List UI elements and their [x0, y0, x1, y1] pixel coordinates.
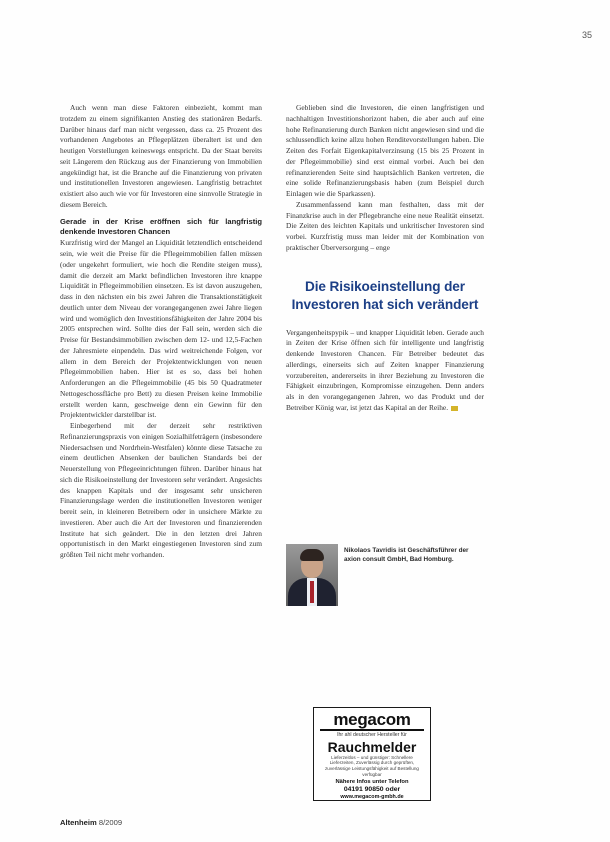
ad-tagline: Ihr ahl deutscher Hersteller für: [337, 732, 407, 738]
page-number: 35: [581, 30, 592, 40]
footer-issue: 8/2009: [98, 818, 123, 827]
ad-contact-label: Nähere Infos unter Telefon: [335, 779, 409, 786]
body-paragraph: [286, 328, 484, 414]
author-caption: Nikolaos Tavridis ist Geschäftsführer der axion consult GmbH, Bad Homburg.: [344, 547, 469, 563]
right-column: [286, 103, 484, 414]
footer-publication: Altenheim: [60, 818, 97, 827]
ad-divider: [320, 729, 424, 731]
body-paragraph: Einbegerhend mit der derzeit sehr restriktiven Refinanzierungspraxis von einigen Sozialhilfeträgern (insbesondere Niedersachsen und Nordrhein-Westfalen) könnte diese Tatsache zu einem deutlichen Absenken der baulichen Standards bei der Neuerstellung von Pflegeeinrichtungen führen. Darüber hinaus hat sich die Risikoeinstellung der Investoren sehr verändert. Angesichts des knappen Kapitals und der insgesamt sehr unsicheren Finanzierungslage werden die institutionellen Investoren weniger bereit sein, in kleineren Betreibern oder in unsichere Märkte zu investieren. Aber auch die Art der Investoren und finanzierenden Institute hat sich geändert. Die in den letzten drei Jahren opportunistisch in den Markt eingestiegenen Investoren sind zum größten Teil nicht mehr vorhanden.: [60, 421, 262, 560]
body-paragraph: Auch wenn man diese Faktoren einbezieht, kommt man trotzdem zu einem signifikanten Anstieg des stationären Bedarfs. Darüber hinaus darf man nicht vergessen, dass ca. 25 Prozent des vorhandenen Angebotes an Pflegeplätzen überaltert ist und den heutigen Vorstellungen keineswegs entspricht. Da der Staat bereits seit Längerem den Rückzug aus der Finanzierung von Immobilien angekündigt hat, ist die Branche auf die Finanzierung von privaten und institutionellen Investoren angewiesen. Langfristig betrachtet existiert also auch wie vor für Investoren eine sinnvolle Strategie in diesem Bereich.: [60, 103, 262, 209]
advertisement[interactable]: [313, 707, 431, 801]
body-paragraph: Geblieben sind die Investoren, die einen langfristigen und nachhaltigen Investitionshorizont haben, die aber auch auf eine hohe Refinanzierung durch Banken nicht angewiesen sind und die schlussendlich keine allzu hohen Renditevorstellungen haben. Die Zeiten des Forfait Eigenkapitalverzinsung (15 bis 25 Prozent in der Pflegeimmobilie) sind erst einmal vorbei. Auch bei den refinanzierenden Seite sind hauptsächlich Banken vertreten, die eine solide Refinanzierungsbasis haben (zum Beispiel durch Einlagen wie die Sparkassen).: [286, 103, 484, 198]
ad-product: Rauchmelder: [327, 738, 417, 755]
author-photo: [286, 544, 338, 606]
article-end-icon: [451, 406, 458, 411]
left-column: [60, 103, 262, 561]
body-paragraph: Kurzfristig wird der Mangel an Liquidität letztendlich entscheidend sein, wie weit die Preise für die Pflegeimmobilien fallen müssen (oder ungekehrt formuliert, wie hoch die Rendite steigen muss), damit die derzeit am Markt befindlichen Investoren ihre knappe Liquidität in Pflegeimmobilien einsetzen. Es ist davon auszugehen, dass in den nächsten ein bis zwei Jahren die Transaktionstätigkeit deutlich unter dem Niveau der vorangegangenen zwei Jahre liegen wird und womöglich den Investitionsfähigkeiten der Jahre 2004 bis 2005 entsprechen wird. Sollte dies der Fall sein, werden sich die Preise für Bestandsimmobilien zwischen dem 12- und 12,5-Fachen der Jahresmiete einpendeln. Das wird weitreichende Folgen, vor allem in dem Bereich der Projektentwicklungen von neuen Pflegeimmobilien haben. Hier ist es so, dass bei hohen Anforderungen an die Pflegeimmobilie (45 bis 50 Quadratmeter Nettogeschossfläche pro Bett) zu diesen Preisen keine Immobilie erstellt werden kann, geschweige denn ein Gewinn für den Projektentwickler darstellbar ist.: [60, 238, 262, 420]
ad-brand-logo: megacom: [333, 710, 411, 729]
ad-phone[interactable]: 04191 90850 oder: [343, 785, 401, 793]
pull-quote: Die Risikoeinstellung der Investoren hat sich verändert: [291, 278, 479, 312]
section-subheading: Gerade in der Krise eröffnen sich für langfristig denkende Investoren Chancen: [60, 216, 262, 236]
ad-website-link[interactable]: www.megacom-gmbh.de: [340, 793, 404, 800]
ad-description: Lieferzeitlos – und günstiger: Schnellere Lieferzeiten, Zuverlässig durch geprüften, zuverlässige Leistungsfähigkeit auf Bestellung verfügbar: [325, 754, 419, 778]
page-footer: [60, 818, 122, 827]
body-paragraph-text: Vergangenheitspypik – und knapper Liquidität leben. Gerade auch in Zeiten der Krise öffnen sich für intelligente und langfristig denkende Investoren Chancen. Für Betreiber bedeutet das allerdings, einerseits sich auf Zeiten knapper Finanzierung vorzubereiten, andererseits in ihrer Beziehung zu Investoren die Fähigkeit einzubringen, Kompromisse einzugehen. Denn anders als in den vorangegangenen Jahren, wo das Produkt und der Betreiber König war, ist jetzt das Kapital an der Reihe.: [286, 327, 484, 412]
body-paragraph: Zusammenfassend kann man festhalten, dass mit der Finanzkrise auch in der Pflegebranche eine neue Realität einsetzt. Die Zeiten des leichten Kapitals und unkritischer Investoren sind vorbei. Kurzfristig muss man leider mit der Kombination von praktischer Überversorgung – enge: [286, 199, 484, 252]
author-box: [286, 544, 486, 608]
